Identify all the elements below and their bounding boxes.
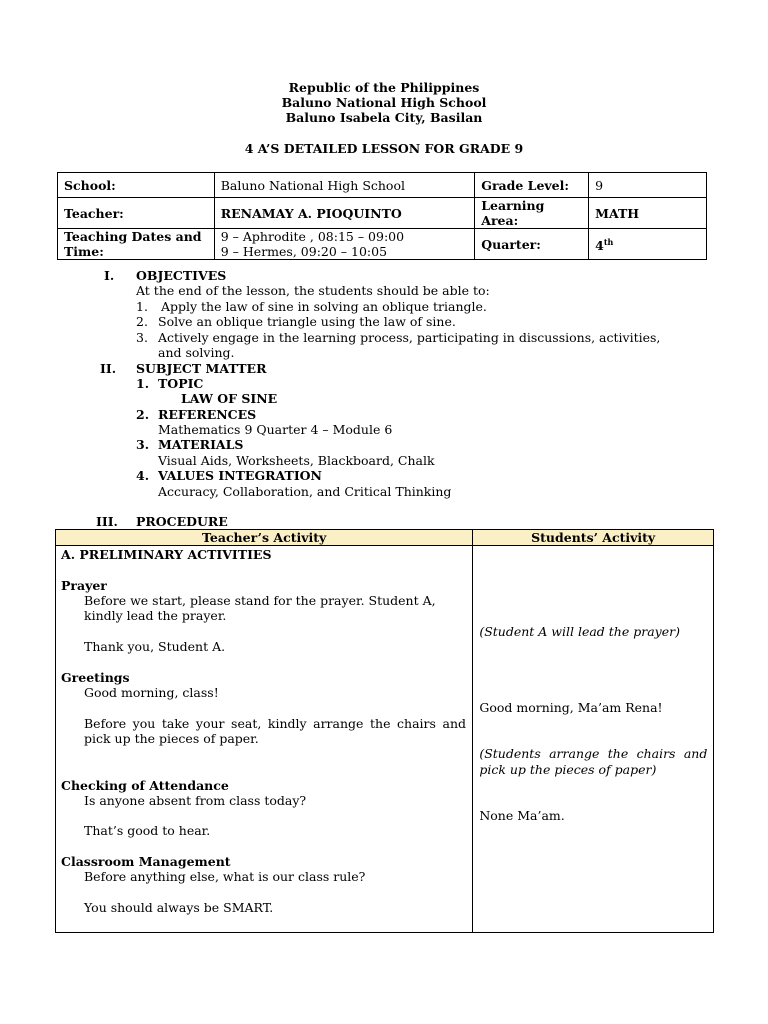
values-detail: Accuracy, Collaboration, and Critical Thinking <box>158 484 452 499</box>
students-activity-header: Students’ Activity <box>473 530 714 546</box>
objective-item-text: Actively engage in the learning process, participating in discussions, activities, <box>158 330 661 345</box>
subject-heading: SUBJECT MATTER <box>136 361 267 376</box>
greetings-teacher-line: Before you take your seat, kindly arrange the chairs and <box>84 716 466 731</box>
prayer-teacher-line: kindly lead the prayer. <box>84 608 227 623</box>
section-a-title: A. PRELIMINARY ACTIVITIES <box>61 547 272 562</box>
area-label: Learning Area: <box>475 198 589 229</box>
info-table <box>57 172 707 260</box>
teacher-value: RENAMAY A. PIOQUINTO <box>214 198 475 229</box>
dates-value <box>214 229 475 260</box>
subject-item-num: 4. <box>136 468 150 483</box>
info-row-teacher <box>58 198 707 229</box>
subject-item-num: 2. <box>136 407 150 422</box>
header-republic: Republic of the Philippines <box>288 80 480 95</box>
dates-label-line1: Teaching Dates and <box>64 229 202 244</box>
attendance-heading: Checking of Attendance <box>61 778 229 793</box>
prayer-thanks: Thank you, Student A. <box>84 639 226 654</box>
objectives-number: I. <box>104 268 115 283</box>
classroom-management-line: You should always be SMART. <box>84 900 274 915</box>
objectives-intro: At the end of the lesson, the students should be able to: <box>136 283 490 298</box>
students-activity-cell <box>473 546 714 933</box>
dates-label-line2: Time: <box>64 244 104 259</box>
topic-title: TOPIC <box>158 376 204 391</box>
grade-value: 9 <box>589 173 707 198</box>
prayer-student-response: (Student A will lead the prayer) <box>479 624 680 639</box>
procedure-heading: PROCEDURE <box>136 514 228 529</box>
subject-number: II. <box>100 361 117 376</box>
subject-item-num: 3. <box>136 437 150 452</box>
grade-label: Grade Level: <box>475 173 589 198</box>
greetings-teacher-line: Good morning, class! <box>84 685 219 700</box>
objective-item-text: Apply the law of sine in solving an oblique triangle. <box>157 299 487 314</box>
values-title: VALUES INTEGRATION <box>158 468 322 483</box>
greetings-student-action: pick up the pieces of paper) <box>479 762 657 777</box>
prayer-heading: Prayer <box>61 578 107 593</box>
teacher-label: Teacher: <box>58 198 215 229</box>
area-value: MATH <box>589 198 707 229</box>
school-label: School: <box>58 173 215 198</box>
greetings-teacher-line: pick up the pieces of paper. <box>84 731 259 746</box>
topic-detail: LAW OF SINE <box>181 391 278 406</box>
procedure-table <box>55 529 714 933</box>
attendance-teacher-line: Is anyone absent from class today? <box>84 793 307 808</box>
classroom-management-heading: Classroom Management <box>61 854 231 869</box>
dates-label <box>58 229 215 260</box>
quarter-number: 4 <box>595 238 604 254</box>
greetings-heading: Greetings <box>61 670 130 685</box>
greetings-student-action: (Students arrange the chairs and <box>479 746 708 761</box>
info-row-dates <box>58 229 707 260</box>
header-school: Baluno National High School <box>281 95 487 110</box>
school-value: Baluno National High School <box>214 173 475 198</box>
materials-title: MATERIALS <box>158 437 244 452</box>
objective-item-num: 3. <box>136 330 148 345</box>
subject-item-num: 1. <box>136 376 150 391</box>
attendance-student-response: None Ma’am. <box>479 808 565 823</box>
header-address: Baluno Isabela City, Basilan <box>285 110 483 125</box>
objective-item-num: 1. <box>136 299 148 314</box>
objective-item-text: Solve an oblique triangle using the law of sine. <box>158 314 456 329</box>
dates-line2: 9 – Hermes, 09:20 – 10:05 <box>220 244 388 259</box>
objectives-heading: OBJECTIVES <box>136 268 227 283</box>
dates-line1: 9 – Aphrodite , 08:15 – 09:00 <box>220 229 405 244</box>
classroom-management-line: Before anything else, what is our class rule? <box>84 869 366 884</box>
references-title: REFERENCES <box>158 407 257 422</box>
objective-item-continuation: and solving. <box>158 345 235 360</box>
teacher-activity-cell <box>56 546 473 933</box>
teacher-activity-header: Teacher’s Activity <box>56 530 473 546</box>
greetings-student-response: Good morning, Ma’am Rena! <box>479 700 663 715</box>
attendance-teacher-line: That’s good to hear. <box>84 823 211 838</box>
materials-detail: Visual Aids, Worksheets, Blackboard, Chalk <box>158 453 435 468</box>
quarter-label: Quarter: <box>475 229 589 260</box>
document-title: 4 A’S DETAILED LESSON FOR GRADE 9 <box>244 141 524 156</box>
objective-item-num: 2. <box>136 314 148 329</box>
references-detail: Mathematics 9 Quarter 4 – Module 6 <box>158 422 393 437</box>
procedure-number: III. <box>96 514 118 529</box>
quarter-suffix: th <box>603 236 614 247</box>
prayer-teacher-line: Before we start, please stand for the prayer. Student A, <box>84 593 436 608</box>
info-row-school <box>58 173 707 198</box>
quarter-value <box>589 229 707 260</box>
